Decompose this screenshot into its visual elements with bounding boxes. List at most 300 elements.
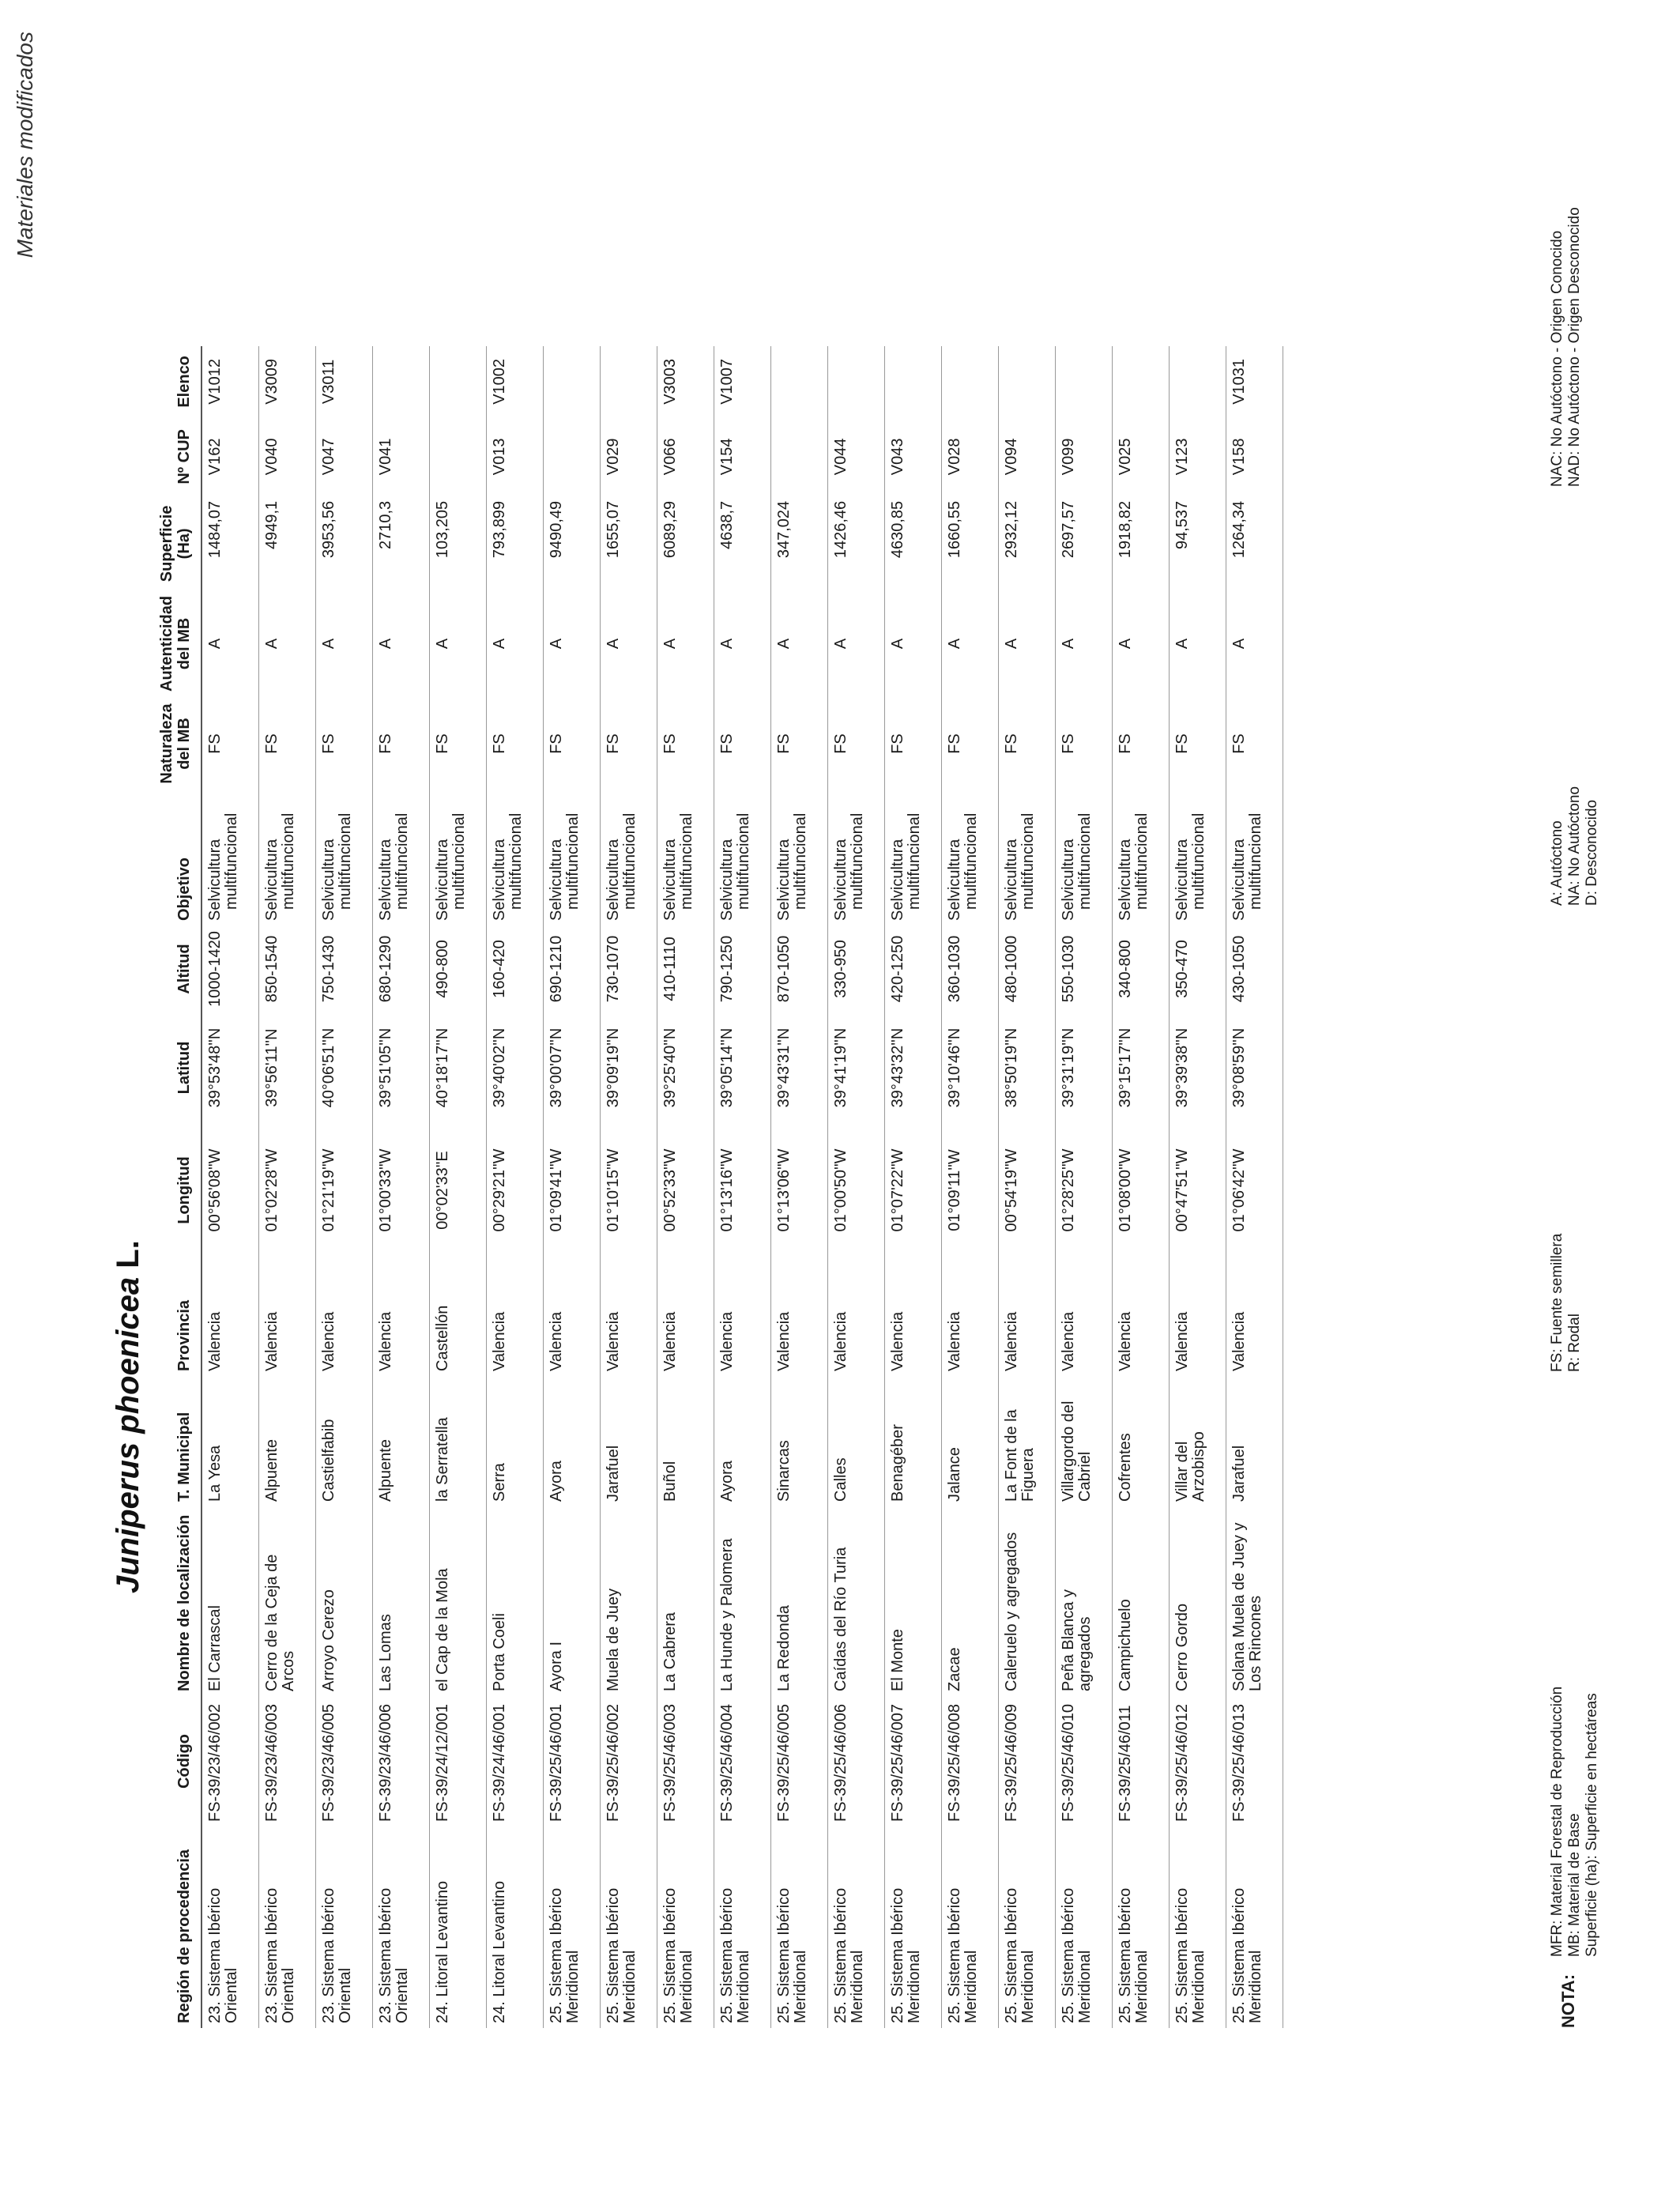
cell-municipal: La Font de la Figuera <box>998 1376 1055 1506</box>
cell-autenticidad: A <box>941 591 998 696</box>
cell-nombre: El Carrascal <box>202 1506 258 1696</box>
note-line: A: Autóctono <box>1549 820 1565 906</box>
cell-objetivo <box>941 791 998 925</box>
cell-provincia: Valencia <box>827 1257 884 1376</box>
cell-altitud: 360-1030 <box>941 925 998 1012</box>
cell-autenticidad: A <box>1226 591 1283 696</box>
objetivo-line2: multifuncional <box>1132 812 1151 910</box>
col-header-naturaleza-line1: Naturaleza <box>158 703 175 784</box>
cell-altitud: 340-800 <box>1112 925 1169 1012</box>
cell-objetivo <box>202 791 258 925</box>
cell-naturaleza: FS <box>543 696 600 791</box>
cell-objetivo <box>998 791 1055 925</box>
cell-superficie: 1660,55 <box>941 496 998 591</box>
cell-superficie: 1655,07 <box>600 496 657 591</box>
cell-altitud: 550-1030 <box>1055 925 1112 1012</box>
cell-cup <box>770 417 827 496</box>
col-header-autenticidad-line1: Autenticidad <box>158 595 175 692</box>
cell-elenco <box>372 346 429 417</box>
objetivo-line1: Selvicultura <box>945 839 963 921</box>
cell-nombre: Solana Muela de Juey y Los Rincones <box>1226 1506 1283 1696</box>
cell-region: 25. Sistema Ibérico Meridional <box>1055 1826 1112 2028</box>
cell-municipal: Jalance <box>941 1376 998 1506</box>
objetivo-line2: multifuncional <box>1019 812 1037 910</box>
table-row <box>372 346 429 2028</box>
objetivo-line2: multifuncional <box>563 812 582 910</box>
cell-naturaleza: FS <box>486 696 543 791</box>
cell-provincia: Valencia <box>1169 1257 1226 1376</box>
cell-superficie: 4638,7 <box>714 496 770 591</box>
cell-cup: V123 <box>1169 417 1226 496</box>
objetivo-line1: Selvicultura <box>1173 839 1191 921</box>
table-row <box>543 346 600 2028</box>
cell-elenco <box>1169 346 1226 417</box>
objetivo-line2: multifuncional <box>905 812 923 910</box>
cell-elenco: V3011 <box>315 346 372 417</box>
cell-municipal: Serra <box>486 1376 543 1506</box>
cell-naturaleza: FS <box>600 696 657 791</box>
cell-superficie: 1484,07 <box>202 496 258 591</box>
cell-nombre: Campichuelo <box>1112 1506 1169 1696</box>
cell-provincia: Valencia <box>600 1257 657 1376</box>
cell-latitud: 40°06'51''N <box>315 1012 372 1123</box>
col-header-longitud: Longitud <box>158 1123 202 1257</box>
cell-provincia: Valencia <box>202 1257 258 1376</box>
table-header-row <box>158 346 202 2028</box>
cell-superficie: 103,205 <box>429 496 486 591</box>
col-header-superficie <box>158 496 202 591</box>
cell-longitud: 00°29'21''W <box>486 1123 543 1257</box>
cell-elenco: V3003 <box>657 346 714 417</box>
cell-latitud: 39°41'19''N <box>827 1012 884 1123</box>
header-title: Materiales modificados <box>13 32 37 258</box>
cell-elenco: V3009 <box>258 346 315 417</box>
cell-longitud: 00°54'19''W <box>998 1123 1055 1257</box>
cell-cup: V044 <box>827 417 884 496</box>
cell-objetivo <box>372 791 429 925</box>
cell-region: 25. Sistema Ibérico Meridional <box>657 1826 714 2028</box>
cell-cup: V099 <box>1055 417 1112 496</box>
cell-region: 25. Sistema Ibérico Meridional <box>941 1826 998 2028</box>
cell-longitud: 01°00'33''W <box>372 1123 429 1257</box>
cell-cup: V013 <box>486 417 543 496</box>
cell-nombre: Arroyo Cerezo <box>315 1506 372 1696</box>
cell-superficie: 3953,56 <box>315 496 372 591</box>
objetivo-line2: multifuncional <box>620 812 638 910</box>
cell-latitud: 39°00'07''N <box>543 1012 600 1123</box>
objetivo-line1: Selvicultura <box>1059 839 1077 921</box>
note-line: FS: Fuente semillera <box>1549 1233 1565 1372</box>
cell-naturaleza: FS <box>1226 696 1283 791</box>
cell-objetivo <box>827 791 884 925</box>
cell-naturaleza: FS <box>657 696 714 791</box>
cell-naturaleza: FS <box>714 696 770 791</box>
cell-elenco <box>543 346 600 417</box>
cell-municipal: Alpuente <box>372 1376 429 1506</box>
cell-cup: V066 <box>657 417 714 496</box>
cell-objetivo <box>258 791 315 925</box>
cell-nombre: Zacae <box>941 1506 998 1696</box>
cell-latitud: 39°53'48''N <box>202 1012 258 1123</box>
cell-latitud: 39°05'14''N <box>714 1012 770 1123</box>
cell-cup: V040 <box>258 417 315 496</box>
objetivo-line2: multifuncional <box>848 812 866 910</box>
cell-longitud: 01°09'11''W <box>941 1123 998 1257</box>
objetivo-line1: Selvicultura <box>433 839 451 921</box>
species-author: L. <box>111 1240 145 1277</box>
cell-superficie: 2710,3 <box>372 496 429 591</box>
cell-elenco <box>827 346 884 417</box>
cell-autenticidad: A <box>770 591 827 696</box>
objetivo-line1: Selvicultura <box>831 839 849 921</box>
cell-cup: V154 <box>714 417 770 496</box>
cell-altitud: 350-470 <box>1169 925 1226 1012</box>
cell-superficie: 9490,49 <box>543 496 600 591</box>
col-header-codigo: Código <box>158 1696 202 1826</box>
cell-municipal: Alpuente <box>258 1376 315 1506</box>
objetivo-line1: Selvicultura <box>1230 839 1248 921</box>
cell-latitud: 39°10'46''N <box>941 1012 998 1123</box>
note-line: NAD: No Autóctono - Origen Desconocido <box>1566 207 1583 487</box>
cell-elenco <box>770 346 827 417</box>
cell-latitud: 39°56'11''N <box>258 1012 315 1123</box>
cell-codigo: FS-39/23/46/006 <box>372 1696 429 1826</box>
table-row <box>1055 346 1112 2028</box>
cell-municipal: Ayora <box>543 1376 600 1506</box>
cell-objetivo <box>1226 791 1283 925</box>
cell-autenticidad: A <box>258 591 315 696</box>
col-header-nombre: Nombre de localización <box>158 1506 202 1696</box>
cell-provincia: Castellón <box>429 1257 486 1376</box>
cell-longitud: 00°02'33''E <box>429 1123 486 1257</box>
objetivo-line2: multifuncional <box>1075 812 1094 910</box>
cell-superficie: 4630,85 <box>884 496 941 591</box>
cell-municipal: Benagéber <box>884 1376 941 1506</box>
table-body <box>202 346 1283 2028</box>
cell-superficie: 1918,82 <box>1112 496 1169 591</box>
cell-provincia: Valencia <box>770 1257 827 1376</box>
materials-table <box>158 346 1283 2028</box>
cell-nombre: Las Lomas <box>372 1506 429 1696</box>
cell-naturaleza: FS <box>1055 696 1112 791</box>
cell-superficie: 94,537 <box>1169 496 1226 591</box>
objetivo-line2: multifuncional <box>450 812 468 910</box>
cell-codigo: FS-39/25/46/006 <box>827 1696 884 1826</box>
cell-nombre: Caleruelo y agregados <box>998 1506 1055 1696</box>
cell-objetivo <box>770 791 827 925</box>
cell-region: 25. Sistema Ibérico Meridional <box>1169 1826 1226 2028</box>
cell-objetivo <box>1112 791 1169 925</box>
cell-naturaleza: FS <box>429 696 486 791</box>
cell-objetivo <box>1055 791 1112 925</box>
cell-region: 24. Litoral Levantino <box>486 1826 543 2028</box>
cell-region: 25. Sistema Ibérico Meridional <box>543 1826 600 2028</box>
cell-cup: V158 <box>1226 417 1283 496</box>
notes-col-autoctono <box>1549 786 1601 906</box>
cell-cup: V047 <box>315 417 372 496</box>
cell-municipal: Cofrentes <box>1112 1376 1169 1506</box>
cell-objetivo <box>486 791 543 925</box>
cell-latitud: 39°40'02''N <box>486 1012 543 1123</box>
cell-region: 25. Sistema Ibérico Meridional <box>770 1826 827 2028</box>
cell-autenticidad: A <box>657 591 714 696</box>
table-row <box>486 346 543 2028</box>
cell-region: 24. Litoral Levantino <box>429 1826 486 2028</box>
table-row <box>258 346 315 2028</box>
table-row <box>1112 346 1169 2028</box>
notes-block <box>1549 131 1636 2028</box>
cell-codigo: FS-39/23/46/003 <box>258 1696 315 1826</box>
cell-region: 25. Sistema Ibérico Meridional <box>827 1826 884 2028</box>
cell-region: 25. Sistema Ibérico Meridional <box>1226 1826 1283 2028</box>
table-row <box>770 346 827 2028</box>
cell-longitud: 01°07'22''W <box>884 1123 941 1257</box>
objetivo-line2: multifuncional <box>962 812 980 910</box>
cell-autenticidad: A <box>543 591 600 696</box>
col-header-superficie-line2: (Ha) <box>175 528 193 560</box>
cell-autenticidad: A <box>202 591 258 696</box>
cell-altitud: 850-1540 <box>258 925 315 1012</box>
objetivo-line1: Selvicultura <box>774 839 793 921</box>
cell-altitud: 870-1050 <box>770 925 827 1012</box>
cell-autenticidad: A <box>372 591 429 696</box>
objetivo-line1: Selvicultura <box>490 839 508 921</box>
objetivo-line2: multifuncional <box>279 812 297 910</box>
cell-provincia: Valencia <box>714 1257 770 1376</box>
table-row <box>884 346 941 2028</box>
cell-altitud: 690-1210 <box>543 925 600 1012</box>
notes-col-nac <box>1549 207 1584 487</box>
cell-naturaleza: FS <box>1112 696 1169 791</box>
cell-altitud: 730-1070 <box>600 925 657 1012</box>
cell-codigo: FS-39/24/46/001 <box>486 1696 543 1826</box>
cell-region: 23. Sistema Ibérico Oriental <box>202 1826 258 2028</box>
cell-superficie: 1426,46 <box>827 496 884 591</box>
cell-elenco: V1002 <box>486 346 543 417</box>
cell-cup: V043 <box>884 417 941 496</box>
cell-nombre: Cerro de la Ceja de Arcos <box>258 1506 315 1696</box>
objetivo-line2: multifuncional <box>393 812 411 910</box>
cell-nombre: Peña Blanca y agregados <box>1055 1506 1112 1696</box>
cell-superficie: 347,024 <box>770 496 827 591</box>
note-line: MFR: Material Forestal de Reproducción <box>1549 1686 1565 1957</box>
col-header-municipal: T. Municipal <box>158 1376 202 1506</box>
cell-superficie: 793,899 <box>486 496 543 591</box>
cell-municipal: la Serratella <box>429 1376 486 1506</box>
cell-region: 23. Sistema Ibérico Oriental <box>258 1826 315 2028</box>
cell-longitud: 00°52'33''W <box>657 1123 714 1257</box>
cell-longitud: 01°13'06''W <box>770 1123 827 1257</box>
cell-autenticidad: A <box>1112 591 1169 696</box>
cell-autenticidad: A <box>998 591 1055 696</box>
table-row <box>1226 346 1283 2028</box>
cell-cup: V028 <box>941 417 998 496</box>
cell-naturaleza: FS <box>315 696 372 791</box>
col-header-cup: Nº CUP <box>158 417 202 496</box>
cell-autenticidad: A <box>600 591 657 696</box>
cell-municipal: Castielfabib <box>315 1376 372 1506</box>
cell-codigo: FS-39/25/46/010 <box>1055 1696 1112 1826</box>
cell-municipal: Calles <box>827 1376 884 1506</box>
cell-latitud: 38°50'19''N <box>998 1012 1055 1123</box>
cell-nombre: el Cap de la Mola <box>429 1506 486 1696</box>
cell-municipal: Villar del Arzobispo <box>1169 1376 1226 1506</box>
table-row <box>657 346 714 2028</box>
cell-provincia: Valencia <box>372 1257 429 1376</box>
cell-autenticidad: A <box>486 591 543 696</box>
cell-latitud: 39°31'19''N <box>1055 1012 1112 1123</box>
note-line: NAC: No Autóctono - Origen Conocido <box>1549 230 1565 487</box>
cell-cup: V162 <box>202 417 258 496</box>
table-row <box>941 346 998 2028</box>
cell-latitud: 39°43'31''N <box>770 1012 827 1123</box>
cell-altitud: 1000-1420 <box>202 925 258 1012</box>
cell-latitud: 39°25'40''N <box>657 1012 714 1123</box>
cell-nombre: La Cabrera <box>657 1506 714 1696</box>
cell-provincia: Valencia <box>543 1257 600 1376</box>
objetivo-line2: multifuncional <box>791 812 809 910</box>
col-header-objetivo: Objetivo <box>158 791 202 925</box>
cell-longitud: 01°08'00''W <box>1112 1123 1169 1257</box>
cell-municipal: Jarafuel <box>1226 1376 1283 1506</box>
note-line: R: Rodal <box>1566 1314 1583 1372</box>
cell-region: 25. Sistema Ibérico Meridional <box>1112 1826 1169 2028</box>
cell-altitud: 480-1000 <box>998 925 1055 1012</box>
cell-superficie: 4949,1 <box>258 496 315 591</box>
cell-provincia: Valencia <box>884 1257 941 1376</box>
cell-cup <box>429 417 486 496</box>
objetivo-line1: Selvicultura <box>604 839 622 921</box>
notes-label: NOTA: <box>1558 1973 1578 2028</box>
cell-longitud: 00°56'08''W <box>202 1123 258 1257</box>
col-header-latitud: Latitud <box>158 1012 202 1123</box>
cell-elenco <box>941 346 998 417</box>
cell-longitud: 01°02'28''W <box>258 1123 315 1257</box>
cell-region: 25. Sistema Ibérico Meridional <box>600 1826 657 2028</box>
objetivo-line2: multifuncional <box>734 812 752 910</box>
cell-autenticidad: A <box>315 591 372 696</box>
col-header-naturaleza <box>158 696 202 791</box>
cell-nombre: Muela de Juey <box>600 1506 657 1696</box>
note-line: MB: Material de Base <box>1566 1813 1583 1957</box>
cell-autenticidad: A <box>1055 591 1112 696</box>
cell-naturaleza: FS <box>770 696 827 791</box>
cell-superficie: 2932,12 <box>998 496 1055 591</box>
table-row <box>827 346 884 2028</box>
table-row <box>202 346 258 2028</box>
cell-provincia: Valencia <box>1055 1257 1112 1376</box>
cell-nombre: La Redonda <box>770 1506 827 1696</box>
cell-codigo: FS-39/25/46/012 <box>1169 1696 1226 1826</box>
note-line: Superficie (ha): Superficie en hectáreas <box>1584 1693 1600 1957</box>
cell-naturaleza: FS <box>1169 696 1226 791</box>
table-row <box>714 346 770 2028</box>
cell-region: 25. Sistema Ibérico Meridional <box>714 1826 770 2028</box>
objetivo-line1: Selvicultura <box>718 839 736 921</box>
cell-altitud: 430-1050 <box>1226 925 1283 1012</box>
col-header-autenticidad-line2: del MB <box>175 617 193 670</box>
cell-altitud: 490-800 <box>429 925 486 1012</box>
notes-col-fs <box>1549 1234 1584 1372</box>
species-title <box>111 1240 146 1593</box>
objetivo-line2: multifuncional <box>677 812 695 910</box>
cell-naturaleza: FS <box>998 696 1055 791</box>
cell-longitud: 00°47'51''W <box>1169 1123 1226 1257</box>
cell-cup: V025 <box>1112 417 1169 496</box>
cell-provincia: Valencia <box>258 1257 315 1376</box>
cell-nombre: La Hunde y Palomera <box>714 1506 770 1696</box>
col-header-autenticidad <box>158 591 202 696</box>
cell-naturaleza: FS <box>884 696 941 791</box>
col-header-region: Región de procedencia <box>158 1826 202 2028</box>
cell-provincia: Valencia <box>486 1257 543 1376</box>
cell-cup: V029 <box>600 417 657 496</box>
objetivo-line1: Selvicultura <box>262 839 281 921</box>
cell-superficie: 1264,34 <box>1226 496 1283 591</box>
objetivo-line1: Selvicultura <box>1002 839 1020 921</box>
cell-elenco <box>429 346 486 417</box>
objetivo-line1: Selvicultura <box>547 839 565 921</box>
cell-objetivo <box>657 791 714 925</box>
notes-col-mfr <box>1549 1687 1601 1957</box>
cell-elenco <box>1112 346 1169 417</box>
cell-nombre: Porta Coeli <box>486 1506 543 1696</box>
cell-municipal: Sinarcas <box>770 1376 827 1506</box>
cell-nombre: Cerro Gordo <box>1169 1506 1226 1696</box>
cell-latitud: 39°15'17''N <box>1112 1012 1169 1123</box>
cell-objetivo <box>315 791 372 925</box>
cell-latitud: 39°51'05''N <box>372 1012 429 1123</box>
cell-cup: V041 <box>372 417 429 496</box>
cell-cup <box>543 417 600 496</box>
cell-elenco <box>1055 346 1112 417</box>
cell-provincia: Valencia <box>941 1257 998 1376</box>
table-row <box>600 346 657 2028</box>
cell-naturaleza: FS <box>372 696 429 791</box>
note-line: D: Desconocido <box>1584 799 1600 906</box>
table-row <box>998 346 1055 2028</box>
table-row <box>1169 346 1226 2028</box>
cell-region: 23. Sistema Ibérico Oriental <box>315 1826 372 2028</box>
cell-longitud: 01°28'25''W <box>1055 1123 1112 1257</box>
cell-autenticidad: A <box>714 591 770 696</box>
cell-municipal: Villargordo del Cabriel <box>1055 1376 1112 1506</box>
cell-nombre: Ayora I <box>543 1506 600 1696</box>
cell-autenticidad: A <box>884 591 941 696</box>
table-row <box>315 346 372 2028</box>
cell-objetivo <box>884 791 941 925</box>
cell-naturaleza: FS <box>827 696 884 791</box>
objetivo-line2: multifuncional <box>507 812 525 910</box>
cell-codigo: FS-39/25/46/001 <box>543 1696 600 1826</box>
cell-altitud: 790-1250 <box>714 925 770 1012</box>
objetivo-line1: Selvicultura <box>206 839 224 921</box>
cell-superficie: 6089,29 <box>657 496 714 591</box>
cell-nombre: El Monte <box>884 1506 941 1696</box>
cell-objetivo <box>429 791 486 925</box>
cell-provincia: Valencia <box>315 1257 372 1376</box>
cell-objetivo <box>1169 791 1226 925</box>
cell-longitud: 01°00'50''W <box>827 1123 884 1257</box>
cell-altitud: 330-950 <box>827 925 884 1012</box>
cell-municipal: Buñol <box>657 1376 714 1506</box>
cell-codigo: FS-39/25/46/005 <box>770 1696 827 1826</box>
cell-elenco: V1012 <box>202 346 258 417</box>
cell-municipal: Ayora <box>714 1376 770 1506</box>
col-header-naturaleza-line2: del MB <box>175 718 193 770</box>
col-header-elenco: Elenco <box>158 346 202 417</box>
cell-region: 25. Sistema Ibérico Meridional <box>998 1826 1055 2028</box>
